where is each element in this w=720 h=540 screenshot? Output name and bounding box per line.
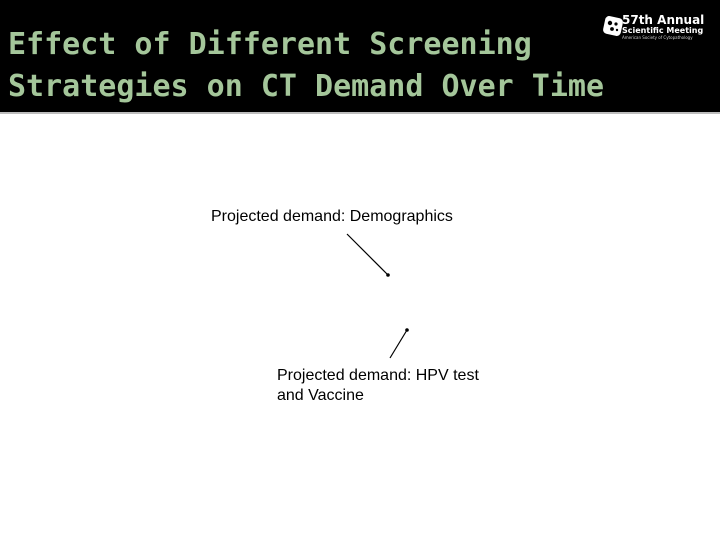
meeting-logo xyxy=(602,12,714,42)
arrow-hpv xyxy=(390,328,409,358)
slide-title: Effect of Different Screening Strategies on CT Demand Over Time xyxy=(8,27,605,104)
logo-subtitle: Scientific Meeting xyxy=(622,26,704,35)
demographics-annotation: Projected demand: Demographics xyxy=(211,208,453,225)
header-divider xyxy=(0,112,720,114)
logo-title: 57th Annual xyxy=(622,13,705,27)
hpv-annotation: Projected demand: HPV test and Vaccine xyxy=(277,367,479,404)
logo-tagline: American Society of Cytopathology xyxy=(622,35,693,40)
arrow-demographics xyxy=(347,234,390,277)
logo-mark-icon xyxy=(602,15,624,37)
